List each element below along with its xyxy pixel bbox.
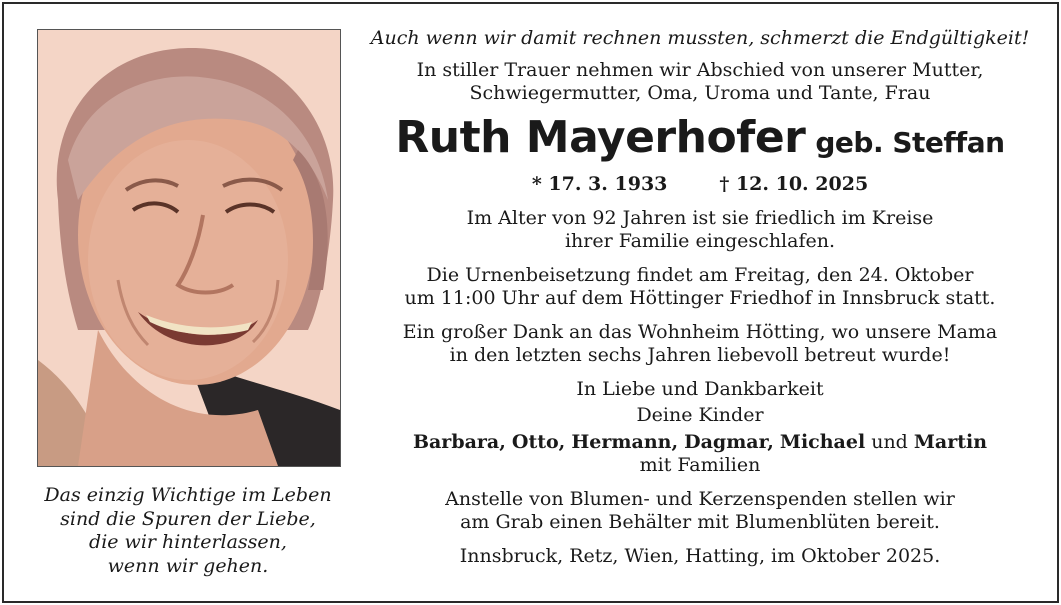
- poem-line: Das einzig Wichtige im Leben: [44, 484, 332, 506]
- child-name: Dagmar,: [684, 430, 774, 453]
- child-name: Michael: [779, 430, 866, 453]
- burial-line: Die Urnenbeisetzung findet am Freitag, den 24. Oktober: [426, 263, 974, 286]
- poem-line: sind die Spuren der Liebe,: [60, 507, 316, 530]
- passing-text: [370, 207, 1030, 254]
- burial-text: [370, 264, 1030, 311]
- deceased-name: [370, 112, 1030, 172]
- death-date: † 12. 10. 2025: [719, 172, 869, 195]
- passing-line: Im Alter von 92 Jahren ist sie friedlich im Kreise: [466, 206, 934, 229]
- thanks-text: [370, 321, 1030, 368]
- closing-line: In Liebe und Dankbarkeit: [576, 377, 824, 400]
- children-names: [370, 431, 1030, 455]
- birth-date: * 17. 3. 1933: [531, 172, 668, 195]
- motto: Auch wenn wir damit rechnen mussten, schmerzt die Endgültigkeit!: [370, 27, 1030, 49]
- notice-text: [370, 27, 1030, 568]
- children-label: Deine Kinder: [636, 404, 764, 426]
- memorial-poem: [20, 484, 356, 578]
- donation-line: am Grab einen Behälter mit Blumenblüten bereit.: [460, 511, 940, 533]
- thanks-line: in den letzten sechs Jahren liebevoll betreut wurde!: [449, 344, 951, 366]
- thanks-line: Ein großer Dank an das Wohnheim Hötting, wo unsere Mama: [402, 320, 998, 343]
- child-name: Hermann,: [571, 430, 679, 453]
- child-name: Otto,: [511, 430, 566, 453]
- deceased-name-main: Ruth Mayerhofer: [395, 111, 806, 163]
- place-date: Innsbruck, Retz, Wien, Hatting, im Oktober 2025.: [459, 544, 941, 567]
- conjunction: und: [871, 430, 908, 453]
- donation-text: [370, 488, 1030, 535]
- child-name: Barbara,: [412, 430, 506, 453]
- donation-line: Anstelle von Blumen- und Kerzenspenden stellen wir: [445, 487, 955, 510]
- intro-line: Schwiegermutter, Oma, Uroma und Tante, Frau: [469, 82, 931, 104]
- passing-line: ihrer Familie eingeschlafen.: [564, 230, 836, 252]
- poem-line: die wir hinterlassen,: [89, 531, 287, 553]
- poem-line: wenn wir gehen.: [107, 554, 269, 577]
- life-dates: [370, 172, 1030, 196]
- deceased-maiden-name: geb. Steffan: [815, 125, 1005, 159]
- portrait-photo: [37, 29, 341, 467]
- child-name: Martin: [913, 430, 988, 453]
- burial-line: um 11:00 Uhr auf dem Höttinger Friedhof in Innsbruck statt.: [404, 287, 996, 309]
- families-line: mit Familien: [639, 454, 761, 476]
- intro-line: In stiller Trauer nehmen wir Abschied von unserer Mutter,: [416, 58, 984, 81]
